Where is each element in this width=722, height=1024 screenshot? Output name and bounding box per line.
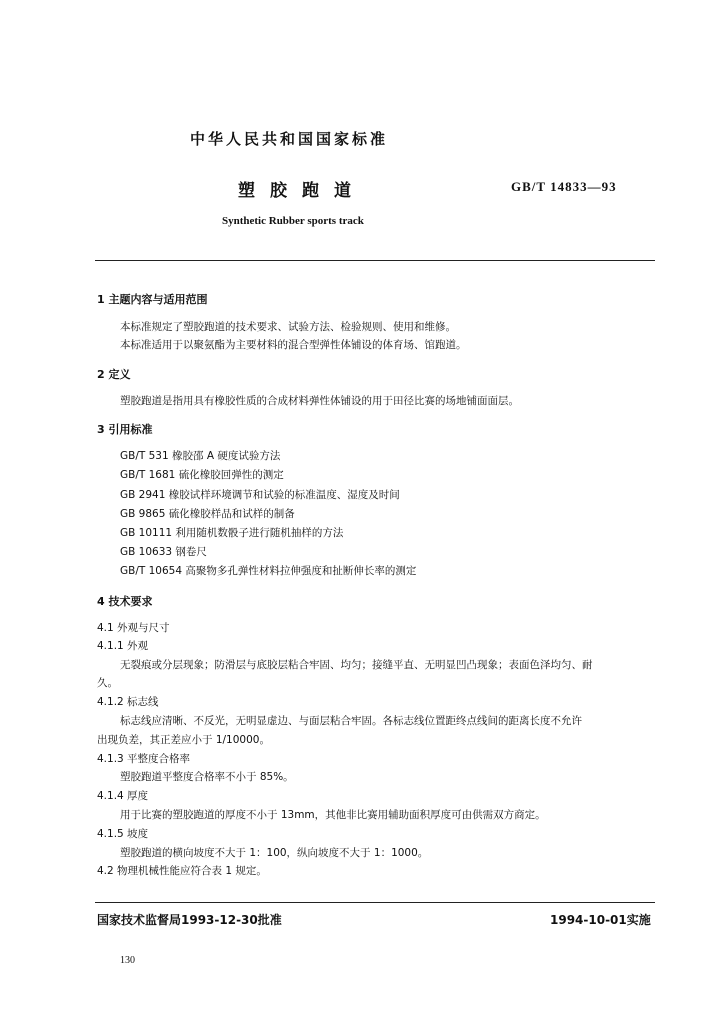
subsection-4-1-2-line-1: 标志线应清晰、不反光，无明显虚边、与面层粘合牢固。各标志线位置距终点线间的距离长度不允许 [120, 715, 582, 727]
reference-item: GB 2941 橡胶试样环境调节和试验的标准温度、湿度及时间 [120, 489, 400, 501]
subsection-4-1-4-heading: 4.1.4 厚度 [97, 790, 149, 802]
footer-divider [95, 902, 655, 903]
reference-item: GB/T 10654 高聚物多孔弹性材料拉伸强度和扯断伸长率的测定 [120, 565, 417, 577]
subsection-4-2-heading: 4.2 物理机械性能应符合表 1 规定。 [97, 865, 267, 877]
approval-date: 国家技术监督局1993-12-30批准 [97, 913, 282, 927]
standard-code: GB/T 14833—93 [511, 179, 617, 194]
section-1-line-2: 本标准适用于以聚氨酯为主要材料的混合型弹性体铺设的体育场、馆跑道。 [120, 339, 467, 351]
subsection-4-1-2-heading: 4.1.2 标志线 [97, 696, 159, 708]
document-title: 塑胶跑道 [238, 181, 366, 201]
subsection-4-1-1-heading: 4.1.1 外观 [97, 640, 149, 652]
subsection-4-1-3-line-1: 塑胶跑道平整度合格率不小于 85%。 [120, 771, 294, 783]
section-1-heading: 1 主题内容与适用范围 [97, 293, 208, 306]
subsection-4-1-1-line-2: 久。 [97, 677, 118, 689]
page-number: 130 [120, 955, 135, 966]
reference-item: GB 10633 钢卷尺 [120, 546, 207, 558]
reference-item: GB/T 531 橡胶邵 A 硬度试验方法 [120, 450, 281, 462]
subsection-4-1-1-line-1: 无裂痕或分层现象；防滑层与底胶层粘合牢固、均匀；接缝平直、无明显凹凸现象；表面色泽均匀、耐 [120, 659, 593, 671]
implementation-date: 1994-10-01实施 [550, 913, 651, 927]
reference-item: GB/T 1681 硫化橡胶回弹性的测定 [120, 469, 284, 481]
reference-item: GB 10111 利用随机数骰子进行随机抽样的方法 [120, 527, 344, 539]
section-2-line-1: 塑胶跑道是指用具有橡胶性质的合成材料弹性体铺设的用于田径比赛的场地铺面面层。 [120, 395, 519, 407]
section-4-heading: 4 技术要求 [97, 595, 153, 608]
subsection-4-1-5-line-1: 塑胶跑道的横向坡度不大于 1：100，纵向坡度不大于 1：1000。 [120, 847, 429, 859]
subsection-4-1-3-heading: 4.1.3 平整度合格率 [97, 753, 191, 765]
subsection-4-1-2-line-2: 出现负差，其正差应小于 1/10000。 [97, 734, 270, 746]
subsection-4-1-heading: 4.1 外观与尺寸 [97, 622, 170, 634]
subsection-4-1-5-heading: 4.1.5 坡度 [97, 828, 149, 840]
subsection-4-1-4-line-1: 用于比赛的塑胶跑道的厚度不小于 13mm，其他非比赛用辅助面积厚度可由供需双方商定。 [120, 809, 546, 821]
section-3-heading: 3 引用标准 [97, 423, 153, 436]
english-title: Synthetic Rubber sports track [222, 215, 364, 227]
top-divider [95, 260, 655, 261]
section-2-heading: 2 定义 [97, 368, 131, 381]
section-1-line-1: 本标准规定了塑胶跑道的技术要求、试验方法、检验规则、使用和维修。 [120, 321, 456, 333]
standard-type-heading: 中华人民共和国国家标准 [190, 130, 389, 148]
reference-item: GB 9865 硫化橡胶样品和试样的制备 [120, 508, 295, 520]
